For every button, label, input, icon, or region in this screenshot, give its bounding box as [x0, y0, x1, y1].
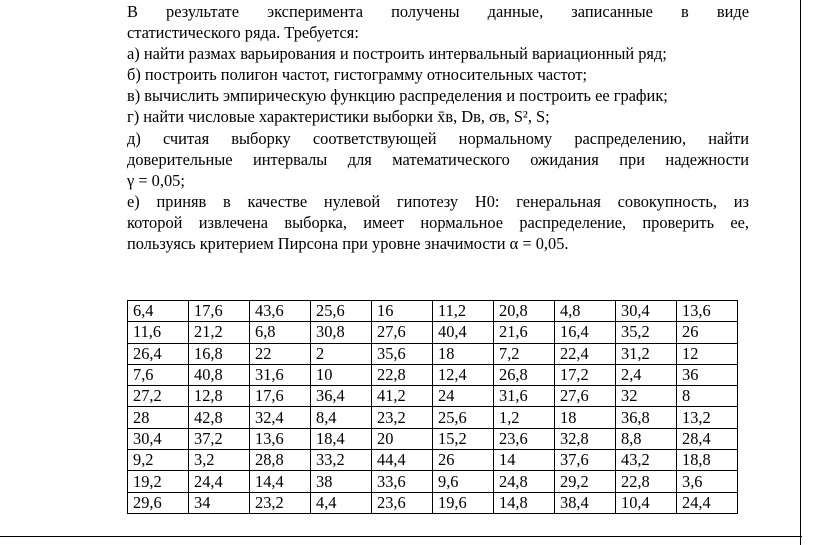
- table-cell: 44,4: [372, 450, 433, 471]
- task-item-d-cont: доверительные интервалы для математического ожидания при надежности: [127, 149, 749, 169]
- table-cell: 21,2: [189, 322, 250, 343]
- table-cell: 13,6: [250, 428, 311, 449]
- table-cell: 35,6: [372, 343, 433, 364]
- table-cell: 20: [372, 428, 433, 449]
- task-item-e: е) приняв в качестве нулевой гипотезу H0: генеральная совокупность, из: [127, 191, 749, 211]
- table-row: [128, 322, 738, 343]
- table-cell: 16,4: [555, 322, 616, 343]
- table-cell: 19,6: [433, 492, 494, 513]
- page-bottom-border: [0, 536, 802, 537]
- table-cell: 11,6: [128, 322, 189, 343]
- table-cell: 8: [677, 386, 738, 407]
- task-item-e-end: пользуясь критерием Пирсона при уровне значимости α = 0,05.: [127, 234, 569, 254]
- table-cell: 24: [433, 386, 494, 407]
- table-cell: 42,8: [189, 407, 250, 428]
- table-cell: 29,6: [128, 492, 189, 513]
- table-cell: 17,2: [555, 364, 616, 385]
- table-row: [128, 301, 738, 322]
- task-line-1: В результате эксперимента получены данные, записанные в виде: [127, 2, 749, 21]
- table-cell: 41,2: [372, 386, 433, 407]
- table-cell: 7,6: [128, 364, 189, 385]
- table-cell: 33,2: [311, 450, 372, 471]
- table-cell: 17,6: [250, 386, 311, 407]
- table-row: [128, 407, 738, 428]
- table-cell: 28,8: [250, 450, 311, 471]
- table-cell: 10: [311, 364, 372, 385]
- table-cell: 36,8: [616, 407, 677, 428]
- table-cell: 32: [616, 386, 677, 407]
- table-cell: 1,2: [494, 407, 555, 428]
- table-cell: 32,4: [250, 407, 311, 428]
- table-row: [128, 428, 738, 449]
- table-cell: 36: [677, 364, 738, 385]
- table-cell: 16,8: [189, 343, 250, 364]
- table-cell: 23,2: [372, 407, 433, 428]
- task-text: [127, 1, 749, 254]
- table-cell: 26: [677, 322, 738, 343]
- table-row: [128, 364, 738, 385]
- table-cell: 31,6: [250, 364, 311, 385]
- page-right-border: [800, 0, 801, 545]
- table-cell: 37,6: [555, 450, 616, 471]
- table-cell: 18: [433, 343, 494, 364]
- table-cell: 29,2: [555, 471, 616, 492]
- table-cell: 3,2: [189, 450, 250, 471]
- table-cell: 18: [555, 407, 616, 428]
- table-row: [128, 492, 738, 513]
- table-cell: 19,2: [128, 471, 189, 492]
- table-cell: 16: [372, 301, 433, 322]
- table-cell: 30,4: [128, 428, 189, 449]
- table-row: [128, 450, 738, 471]
- table-cell: 13,2: [677, 407, 738, 428]
- table-cell: 24,4: [677, 492, 738, 513]
- table-cell: 30,4: [616, 301, 677, 322]
- table-cell: 6,8: [250, 322, 311, 343]
- table-cell: 38,4: [555, 492, 616, 513]
- task-item-a: а) найти размах варьирования и построить интервальный вариационный ряд;: [127, 44, 667, 64]
- table-cell: 17,6: [189, 301, 250, 322]
- table-cell: 38: [311, 471, 372, 492]
- table-cell: 11,2: [433, 301, 494, 322]
- table-cell: 14,8: [494, 492, 555, 513]
- table-cell: 4,8: [555, 301, 616, 322]
- table-cell: 27,2: [128, 386, 189, 407]
- table-cell: 12,4: [433, 364, 494, 385]
- table-cell: 13,6: [677, 301, 738, 322]
- table-cell: 15,2: [433, 428, 494, 449]
- table-cell: 27,6: [372, 322, 433, 343]
- table-cell: 43,6: [250, 301, 311, 322]
- table-cell: 8,4: [311, 407, 372, 428]
- table-cell: 40,4: [433, 322, 494, 343]
- task-line-2: статистического ряда. Требуется:: [127, 23, 359, 43]
- table-cell: 25,6: [433, 407, 494, 428]
- table-cell: 26,8: [494, 364, 555, 385]
- table-cell: 14,4: [250, 471, 311, 492]
- table-cell: 35,2: [616, 322, 677, 343]
- table-cell: 9,6: [433, 471, 494, 492]
- table-cell: 30,8: [311, 322, 372, 343]
- task-item-b: б) построить полигон частот, гистограмму относительных частот;: [127, 65, 588, 85]
- task-item-d: д) считая выборку соответствующей нормальному распределению, найти: [127, 128, 749, 148]
- table-cell: 18,4: [311, 428, 372, 449]
- table-cell: 26,4: [128, 343, 189, 364]
- table-cell: 26: [433, 450, 494, 471]
- table-cell: 31,6: [494, 386, 555, 407]
- table-cell: 22,8: [372, 364, 433, 385]
- table-cell: 12,8: [189, 386, 250, 407]
- table-cell: 23,2: [250, 492, 311, 513]
- table-cell: 2: [311, 343, 372, 364]
- table-cell: 23,6: [494, 428, 555, 449]
- table-cell: 3,6: [677, 471, 738, 492]
- table-cell: 2,4: [616, 364, 677, 385]
- task-item-g: г) найти числовые характеристики выборки x̄в, Dв, σв, S², S;: [127, 107, 550, 127]
- table-row: [128, 386, 738, 407]
- table-cell: 34: [189, 492, 250, 513]
- table-cell: 14: [494, 450, 555, 471]
- table-cell: 21,6: [494, 322, 555, 343]
- table-cell: 43,2: [616, 450, 677, 471]
- table-cell: 23,6: [372, 492, 433, 513]
- table-cell: 40,8: [189, 364, 250, 385]
- table-cell: 7,2: [494, 343, 555, 364]
- task-item-v: в) вычислить эмпирическую функцию распределения и построить ее график;: [127, 86, 668, 106]
- task-item-d-gamma: γ = 0,05;: [127, 170, 185, 190]
- table-cell: 4,4: [311, 492, 372, 513]
- table-cell: 18,8: [677, 450, 738, 471]
- table-cell: 9,2: [128, 450, 189, 471]
- table-cell: 20,8: [494, 301, 555, 322]
- table-cell: 6,4: [128, 301, 189, 322]
- table-cell: 28: [128, 407, 189, 428]
- table-cell: 28,4: [677, 428, 738, 449]
- table-cell: 10,4: [616, 492, 677, 513]
- table-cell: 25,6: [311, 301, 372, 322]
- table-cell: 27,6: [555, 386, 616, 407]
- table-cell: 12: [677, 343, 738, 364]
- task-item-e-cont: которой извлечена выборка, имеет нормальное распределение, проверить ее,: [127, 212, 749, 232]
- table-cell: 37,2: [189, 428, 250, 449]
- table-cell: 22: [250, 343, 311, 364]
- table-cell: 8,8: [616, 428, 677, 449]
- table-row: [128, 343, 738, 364]
- table-cell: 24,4: [189, 471, 250, 492]
- sample-data-table: [127, 300, 738, 514]
- table-row: [128, 471, 738, 492]
- table-cell: 33,6: [372, 471, 433, 492]
- table-cell: 32,8: [555, 428, 616, 449]
- table-cell: 31,2: [616, 343, 677, 364]
- table-cell: 22,4: [555, 343, 616, 364]
- table-cell: 22,8: [616, 471, 677, 492]
- table-cell: 24,8: [494, 471, 555, 492]
- table-cell: 36,4: [311, 386, 372, 407]
